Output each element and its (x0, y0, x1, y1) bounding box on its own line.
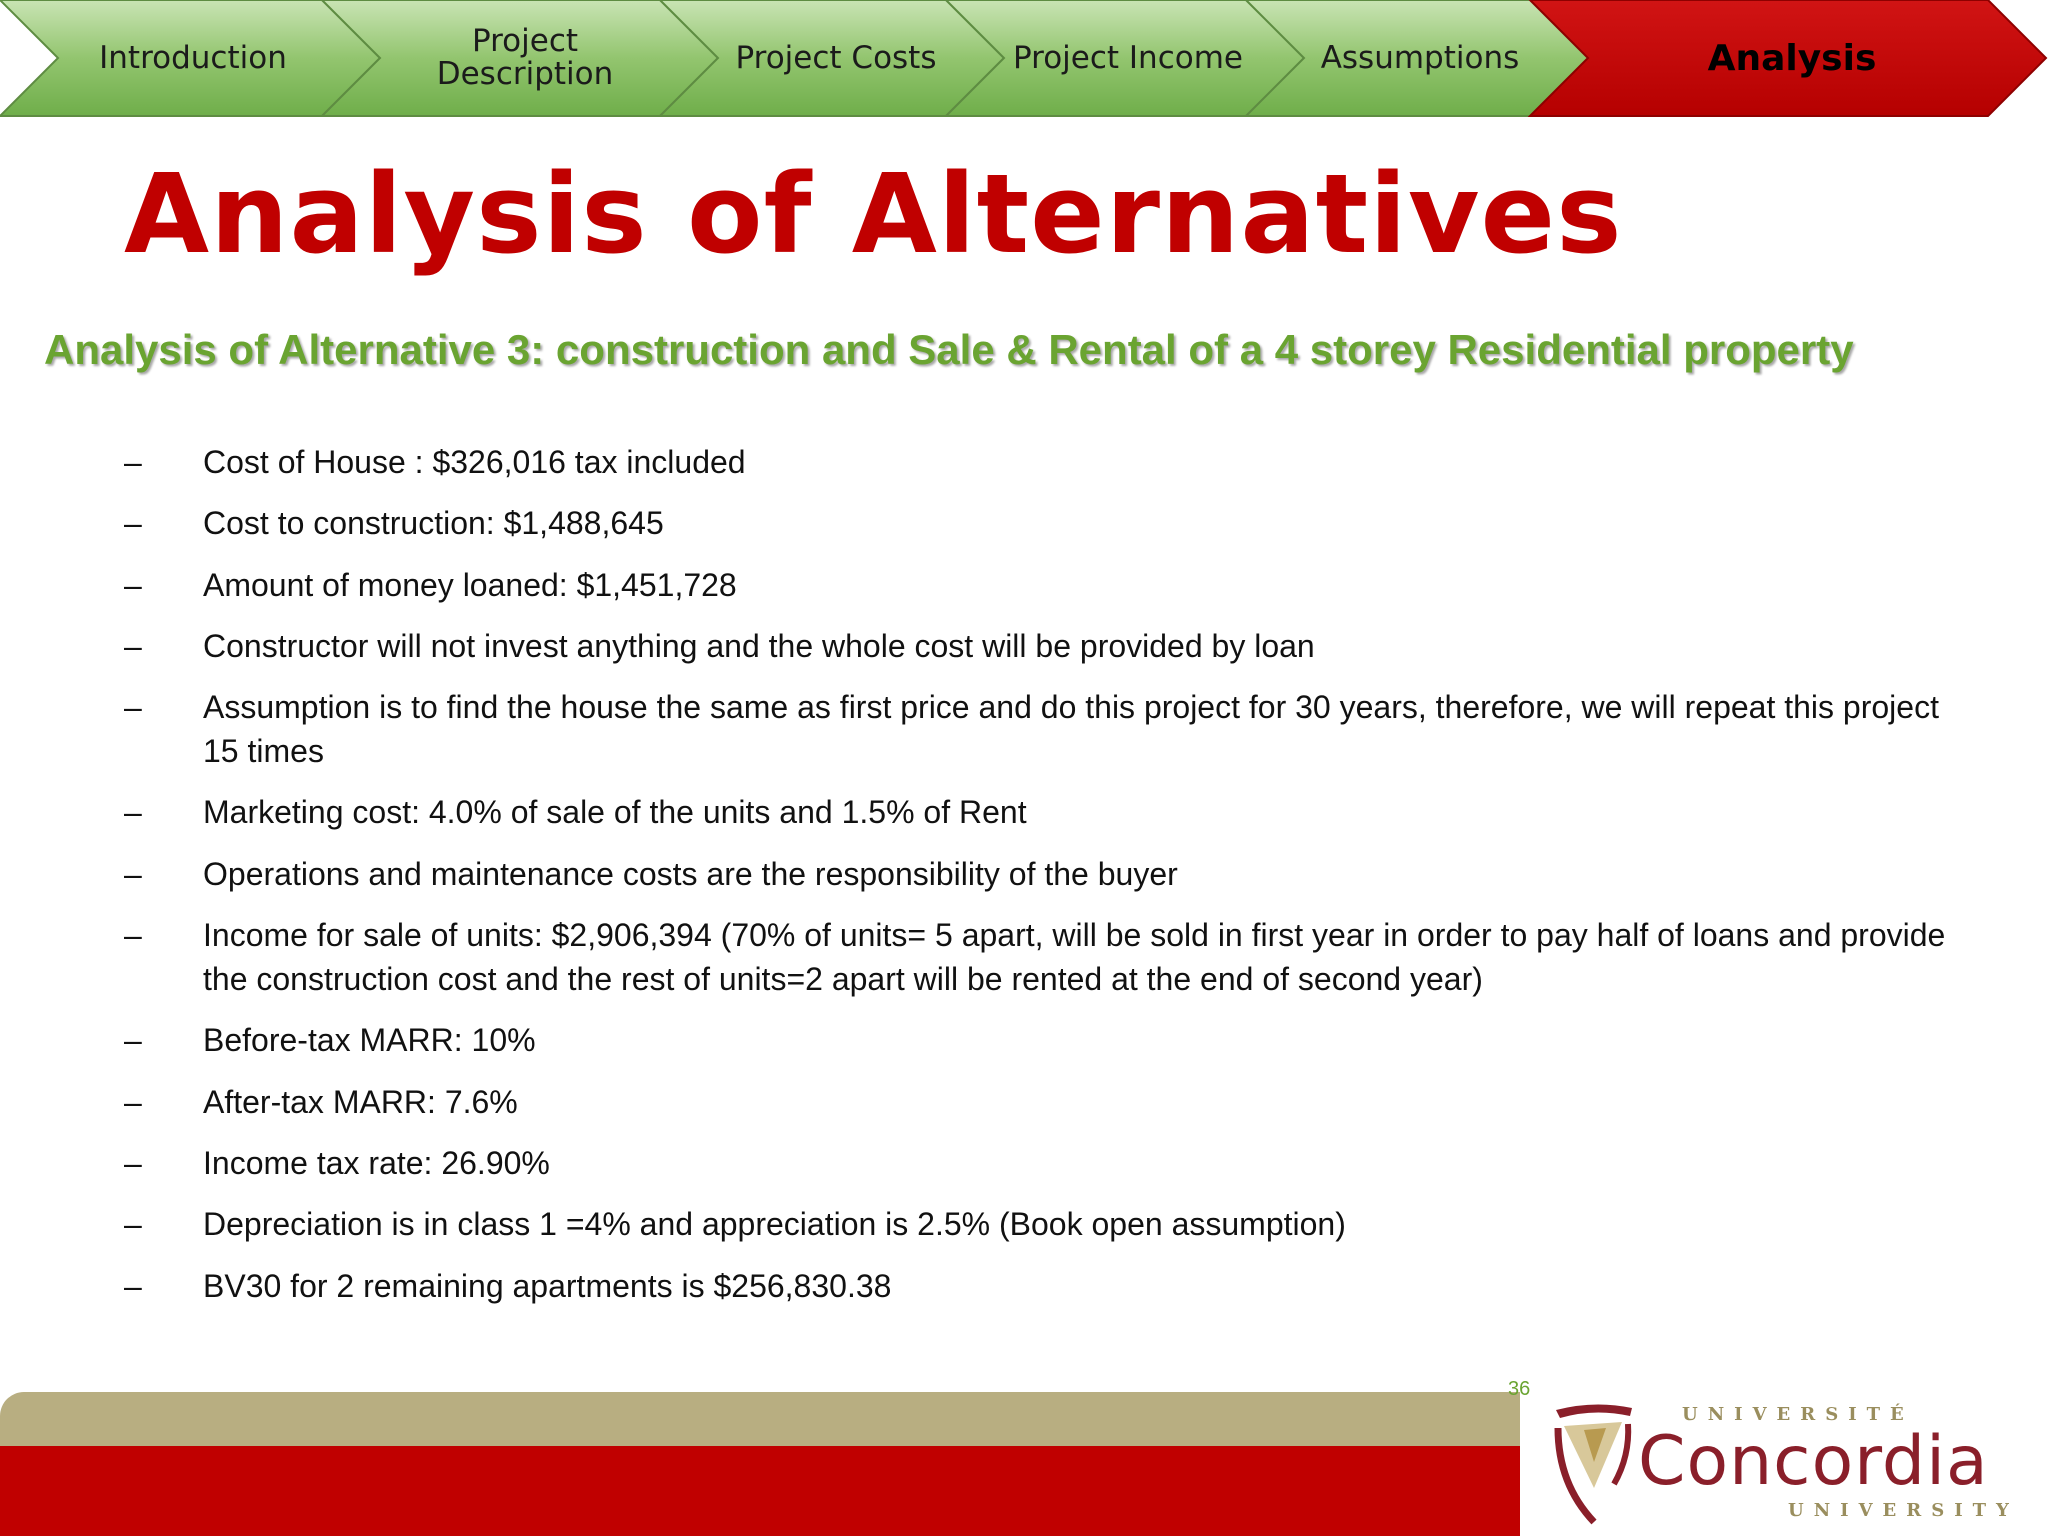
bullet-dash: – (124, 917, 142, 954)
bullet-text: BV30 for 2 remaining apartments is $256,830.38 (203, 1267, 892, 1304)
nav-tab-project-income[interactable]: Project Income (1013, 39, 1243, 76)
bullet-text: Constructor will not invest anything and the whole cost will be provided by loan (203, 627, 1315, 664)
bullet-item (124, 852, 1974, 896)
bullet-item (124, 790, 1974, 834)
bullet-dash: – (124, 1206, 142, 1243)
bullet-text: Marketing cost: 4.0% of sale of the units and 1.5% of Rent (203, 794, 1027, 831)
bullet-text: Before-tax MARR: 10% (203, 1022, 536, 1059)
bullet-dash: – (124, 627, 142, 664)
bullet-text: Depreciation is in class 1 =4% and appreciation is 2.5% (Book open assumption) (203, 1206, 1346, 1243)
bullet-item (124, 1080, 1974, 1124)
bullet-dash: – (124, 1267, 142, 1304)
bullet-text: Amount of money loaned: $1,451,728 (203, 566, 737, 603)
bullet-dash: – (124, 689, 142, 726)
nav-tab-project-description[interactable]: Project Description (436, 23, 614, 92)
logo-university-text: UNIVERSITY (1788, 1500, 2019, 1521)
bullet-dash: – (124, 566, 142, 603)
logo-concordia-text: Concordia (1638, 1422, 1989, 1501)
bullet-dash: – (124, 794, 142, 831)
bullet-item (124, 501, 1974, 545)
bullet-item (124, 624, 1974, 668)
bullet-text: Income tax rate: 26.90% (203, 1144, 550, 1181)
bullet-dash: – (124, 505, 142, 542)
bullet-item (124, 913, 1974, 1001)
nav-tab-assumptions[interactable]: Assumptions (1320, 39, 1520, 76)
nav-tab-introduction[interactable]: Introduction (99, 39, 287, 76)
bullet-item (124, 685, 1974, 773)
nav-tab-project-costs[interactable]: Project Costs (735, 39, 937, 76)
bullet-item (124, 1018, 1974, 1062)
bullet-item (124, 563, 1974, 607)
footer-red-band (0, 1446, 1520, 1536)
process-nav (0, 0, 2048, 118)
bullet-text: Operations and maintenance costs are the responsibility of the buyer (203, 855, 1178, 892)
footer-tan-band (0, 1392, 1520, 1446)
bullet-dash: – (124, 1144, 142, 1181)
bullet-dash: – (124, 1083, 142, 1120)
bullet-list (124, 440, 1974, 1325)
bullet-item (124, 440, 1974, 484)
slide-title: Analysis of Alternatives (124, 150, 1623, 278)
bullet-item (124, 1202, 1974, 1246)
bullet-dash: – (124, 1022, 142, 1059)
bullet-text: After-tax MARR: 7.6% (203, 1083, 518, 1120)
bullet-text: Assumption is to find the house the same as first price and do this project for 30 years, therefore, we will repeat this project 15 times (203, 689, 1939, 770)
bullet-item (124, 1264, 1974, 1308)
logo-universite-text: UNIVERSITÉ (1682, 1404, 1914, 1425)
bullet-item (124, 1141, 1974, 1185)
page-number: 36 (1508, 1378, 1531, 1400)
concordia-logo (1540, 1392, 2048, 1536)
bullet-dash: – (124, 444, 142, 480)
concordia-crest-icon (1550, 1400, 1634, 1528)
bullet-text: Cost of House : $326,016 tax included (203, 444, 746, 480)
slide-subtitle: Analysis of Alternative 3: construction and Sale & Rental of a 4 storey Residential property (44, 326, 1854, 373)
nav-tab-analysis[interactable]: Analysis (1707, 37, 1877, 79)
bullet-dash: – (124, 855, 142, 892)
bullet-text: Cost to construction: $1,488,645 (203, 505, 664, 542)
bullet-text: Income for sale of units: $2,906,394 (70% of units= 5 apart, will be sold in first year in order to pay half of loans and provide the construction cost and the rest of units=2 apart will be rented at the end of second year) (203, 917, 1946, 998)
